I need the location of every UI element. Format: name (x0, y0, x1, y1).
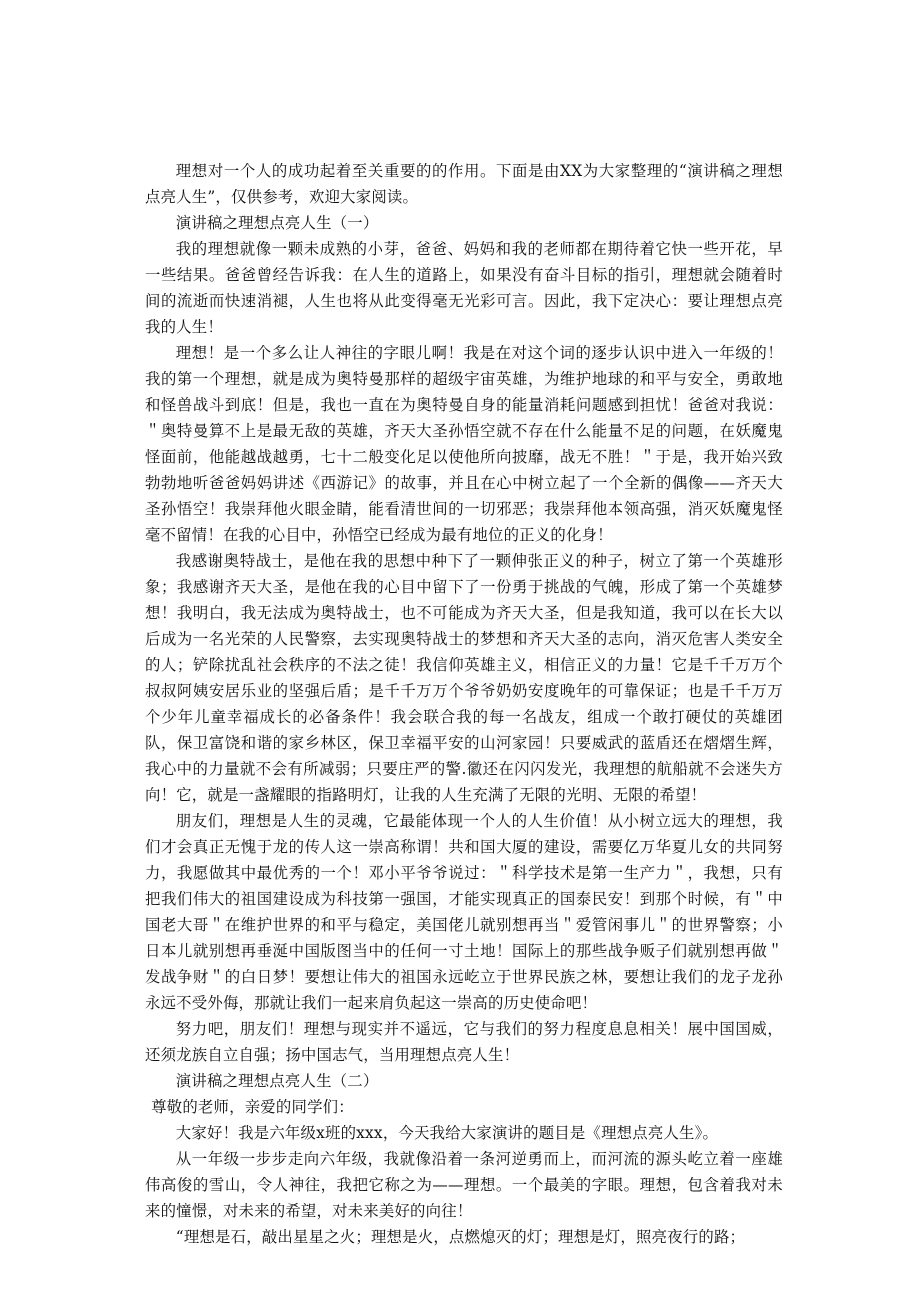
section-heading-one: 演讲稿之理想点亮人生（一） (175, 214, 379, 232)
body-paragraph: 朋友们，理想是人生的灵魂，它最能体现一个人的人生价值！从小树立远大的理想，我们才会真正无愧于龙的传人这一崇高称谓！共和国大厦的建设，需要亿万华夏儿女的共同努力，我愿做其中最优秀的一个！邓小平爷爷说过：＂科学技术是第一生产力＂，我想，只有把我们伟大的祖国建设成为科技第一强国，才能实现真正的国泰民安！到那个时候，有＂中国老大哥＂在维护世界的和平与稳定，美国佬儿就别想再当＂爱管闲事儿＂的世界警察；小日本儿就别想再垂涎中国版图当中的任何一寸土地！国际上的那些战争贩子们就别想再做＂发战争财＂的白日梦！要想让伟大的祖国永远屹立于世界民族之林，要想让我们的龙子龙孙永远不受外侮，那就让我们一起来肩负起这一崇高的历史使命吧！ (145, 812, 783, 1012)
intro-paragraph: 理想对一个人的成功起着至关重要的的作用。下面是由XX为大家整理的“演讲稿之理想点亮人生”，仅供参考，欢迎大家阅读。 (145, 162, 783, 206)
body-paragraph: “理想是石，敲出星星之火；理想是火，点燃熄灭的灯；理想是灯，照亮夜行的路； (175, 1228, 746, 1246)
body-paragraph: 我感谢奥特战士，是他在我的思想中种下了一颗伸张正义的种子，树立了第一个英雄形象；我感谢齐天大圣，是他在我的心目中留下了一份勇于挑战的气魄，形成了第一个英雄梦想！我明白，我无法成为奥特战士，也不可能成为齐天大圣，但是我知道，我可以在长大以后成为一名光荣的人民警察，去实现奥特战士的梦想和齐天大圣的志向，消灭危害人类安全的人；铲除扰乱社会秩序的不法之徒！我信仰英雄主义，相信正义的力量！它是千千万万个叔叔阿姨安居乐业的坚强后盾；是千千万万个爷爷奶奶安度晚年的可靠保证；也是千千万万个少年儿童幸福成长的必备条件！我会联合我的每一名战友，组成一个敢打硬仗的英雄团队，保卫富饶和谐的家乡林区，保卫幸福平安的山河家园！只要威武的蓝盾还在熠熠生辉，我心中的力量就不会有所减弱；只要庄严的警.徽还在闪闪发光，我理想的航船就不会迷失方向！它，就是一盏耀眼的指路明灯，让我的人生充满了无限的光明、无限的希望！ (145, 552, 783, 804)
body-paragraph: 大家好！我是六年级x班的xxx，今天我给大家演讲的题目是《理想点亮人生》。 (175, 1124, 719, 1142)
body-paragraph: 从一年级一步步走向六年级，我就像沿着一条河逆勇而上，而河流的源头屹立着一座雄伟高俊的雪山，令人神往，我把它称之为——理想。一个最美的字眼。理想，包含着我对未来的憧憬，对未来的希望，对未来美好的向往！ (145, 1150, 783, 1220)
body-paragraph: 努力吧，朋友们！理想与现实并不遥远，它与我们的努力程度息息相关！展中国国威，还须龙族自立自强；扬中国志气，当用理想点亮人生！ (145, 1020, 783, 1064)
body-paragraph: 我的理想就像一颗未成熟的小芽，爸爸、妈妈和我的老师都在期待着它快一些开花，早一些结果。爸爸曾经告诉我：在人生的道路上，如果没有奋斗目标的指引，理想就会随着时间的流逝而快速消褪，人生也将从此变得毫无光彩可言。因此，我下定决心：要让理想点亮我的人生！ (145, 240, 783, 336)
document-body (145, 158, 783, 1250)
greeting-line: 尊敬的老师，亲爱的同学们： (151, 1098, 354, 1116)
section-heading-two: 演讲稿之理想点亮人生（二） (175, 1072, 379, 1090)
body-paragraph: 理想！是一个多么让人神往的字眼儿啊！我是在对这个词的逐步认识中进入一年级的！我的第一个理想，就是成为奥特曼那样的超级宇宙英雄，为维护地球的和平与安全，勇敢地和怪兽战斗到底！但是，我也一直在为奥特曼自身的能量消耗问题感到担忧！爸爸对我说：＂奥特曼算不上是最无敌的英雄，齐天大圣孙悟空就不存在什么能量不足的问题，在妖魔鬼怪面前，他能越战越勇，七十二般变化足以使他所向披靡，战无不胜！＂于是，我开始兴致勃勃地听爸爸妈妈讲述《西游记》的故事，并且在心中树立起了一个全新的偶像——齐天大圣孙悟空！我崇拜他火眼金睛，能看清世间的一切邪恶；我崇拜他本领高强，消灭妖魔鬼怪毫不留情！在我的心目中，孙悟空已经成为最有地位的正义的化身！ (145, 344, 783, 544)
